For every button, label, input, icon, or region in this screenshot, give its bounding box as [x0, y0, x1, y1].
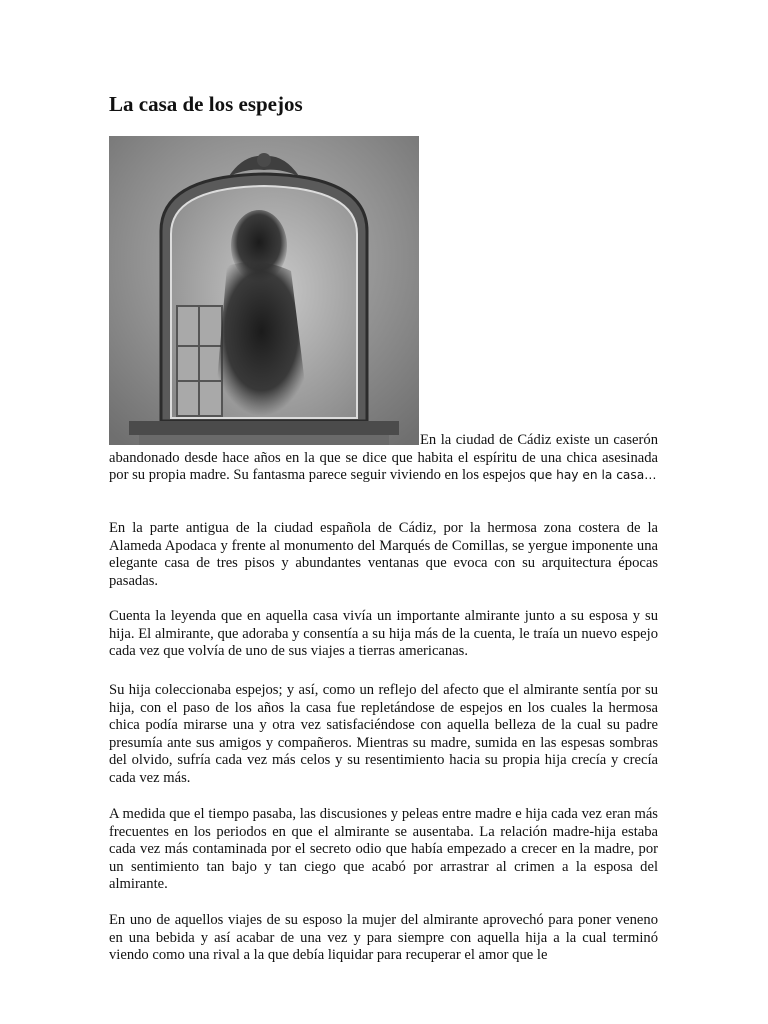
- page-title: La casa de los espejos: [109, 92, 303, 116]
- paragraph: En uno de aquellos viajes de su esposo la mujer del almirante aprovechó para poner veneno en una bebida y así acabar de una vez y para siempre con aquella hija a la cual terminó viendo como una rival a la que debía liquidar para recuperar el amor que le: [109, 912, 658, 964]
- mirror-ghost-image: [109, 136, 419, 445]
- paragraph: A medida que el tiempo pasaba, las discusiones y peleas entre madre e hija cada vez eran más frecuentes en los periodos en que el almirante se ausentaba. La relación madre-hija estaba cada vez más contaminada por el secreto odio que había empezado a crecer en la madre, por un sentimiento tan bajo y tan ciego que acabó por arrastrar al crimen a la esposa del almirante.: [109, 806, 658, 893]
- intro-text: En la ciudad de Cádiz existe un caserón abandonado desde hace años en la que se dice que habita el espíritu de una chica asesinada por su propia madre. Su fantasma parece seguir viviendo en los espejos: [109, 432, 658, 484]
- paragraph: En la parte antigua de la ciudad española de Cádiz, por la hermosa zona costera de la Alameda Apodaca y frente al monumento del Marqués de Comillas, se yergue imponente una elegante casa de tres pisos y abundantes ventanas que evoca con su arquitectura épocas pasadas.: [109, 520, 658, 589]
- paragraph: Cuenta la leyenda que en aquella casa vivía un importante almirante junto a su esposa y su hija. El almirante, que adoraba y consentía a su hija más de la cuenta, le traía un nuevo espejo cada vez que volvía de uno de sus viajes a tierras americanas.: [109, 608, 658, 660]
- mirror-icon: [109, 136, 419, 445]
- intro-text-sans: que hay en la casa…: [529, 468, 657, 483]
- paragraph: Su hija coleccionaba espejos; y así, como un reflejo del afecto que el almirante sentía por su hija, con el paso de los años la casa fue repletándose de espejos en los cuales la hermosa chica podía mirarse una y otra vez satisfaciéndose con aquella belleza de la cual su padre presumía ante sus amigos y compañeros. Mientras su madre, sumida en las espesas sombras del olvido, sufría cada vez más celos y su resentimiento hacia su propia hija crecía y crecía cada vez más.: [109, 682, 658, 786]
- intro-paragraph: [109, 432, 658, 485]
